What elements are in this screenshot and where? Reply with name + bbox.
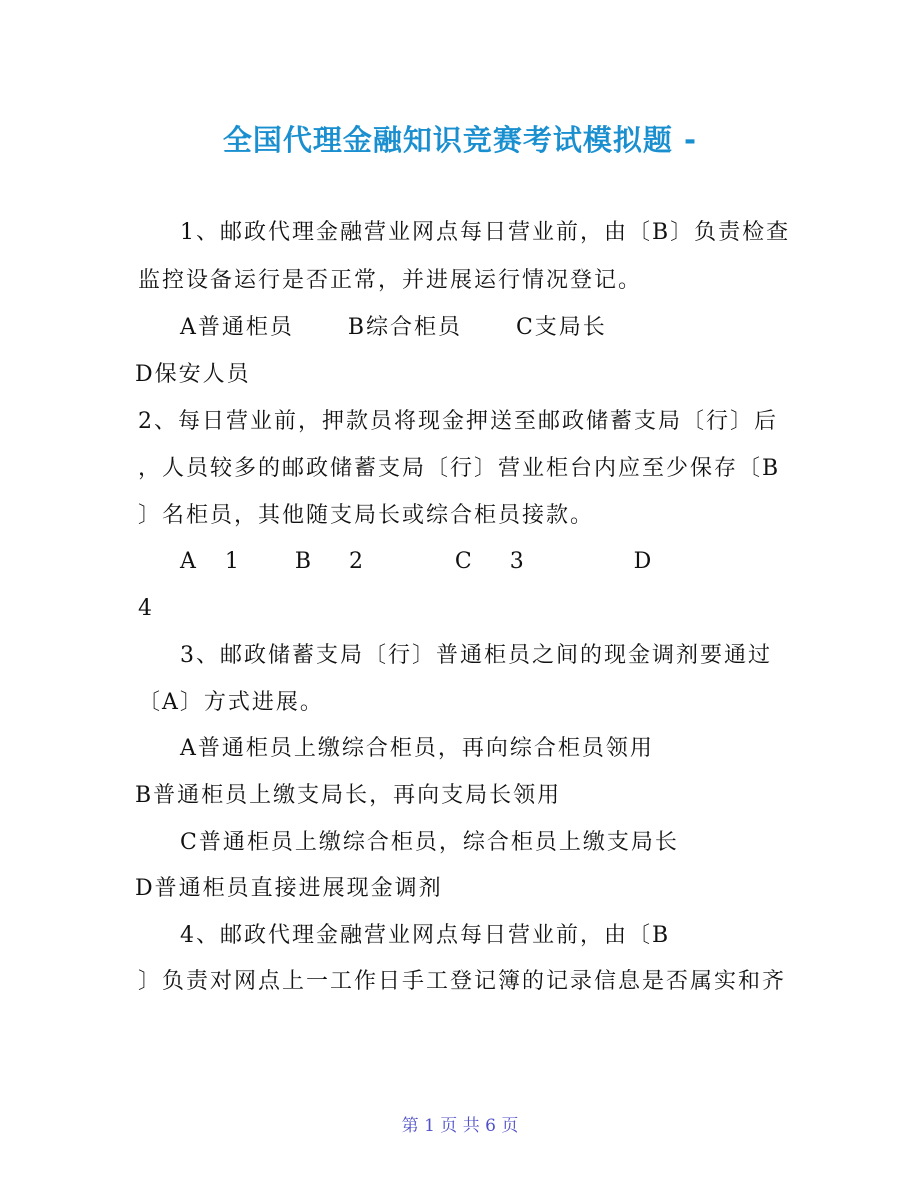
text-line: 1、邮政代理金融营业网点每日营业前，由〔B〕负责检查 (180, 220, 791, 245)
text-line: 4、邮政代理金融营业网点每日营业前，由〔B (180, 923, 671, 948)
page-number: 第 1 页 共 6 页 (401, 1116, 519, 1136)
text-line: ，人员较多的邮政储蓄支局〔行〕营业柜台内应至少保存〔B (138, 456, 781, 481)
text-line: D保安人员 (135, 362, 251, 387)
text-line: 〕名柜员，其他随支局长或综合柜员接款。 (138, 503, 595, 528)
document-title: 全国代理金融知识竞赛考试模拟题 - (222, 123, 698, 157)
text-line: 〔A〕方式进展。 (138, 690, 324, 715)
text-line: A 1 B 2 C 3 D (180, 549, 654, 574)
text-line: C普通柜员上缴综合柜员，综合柜员上缴支局长 (180, 830, 679, 855)
text-line: 监控设备运行是否正常，并进展运行情况登记。 (138, 268, 643, 293)
text-line: 2、每日营业前，押款员将现金押送至邮政储蓄支局〔行〕后 (138, 409, 778, 434)
text-line: 〕负责对网点上一工作日手工登记簿的记录信息是否属实和齐 (138, 969, 787, 994)
text-line: A普通柜员上缴综合柜员，再向综合柜员领用 (180, 736, 654, 761)
text-line: 4 (138, 596, 154, 621)
text-line: A普通柜员 B综合柜员 C支局长 (180, 315, 607, 340)
text-line: 3、邮政储蓄支局〔行〕普通柜员之间的现金调剂要通过 (180, 643, 772, 668)
text-line: D普通柜员直接进展现金调剂 (135, 876, 443, 901)
text-line: B普通柜员上缴支局长，再向支局长领用 (135, 783, 562, 808)
